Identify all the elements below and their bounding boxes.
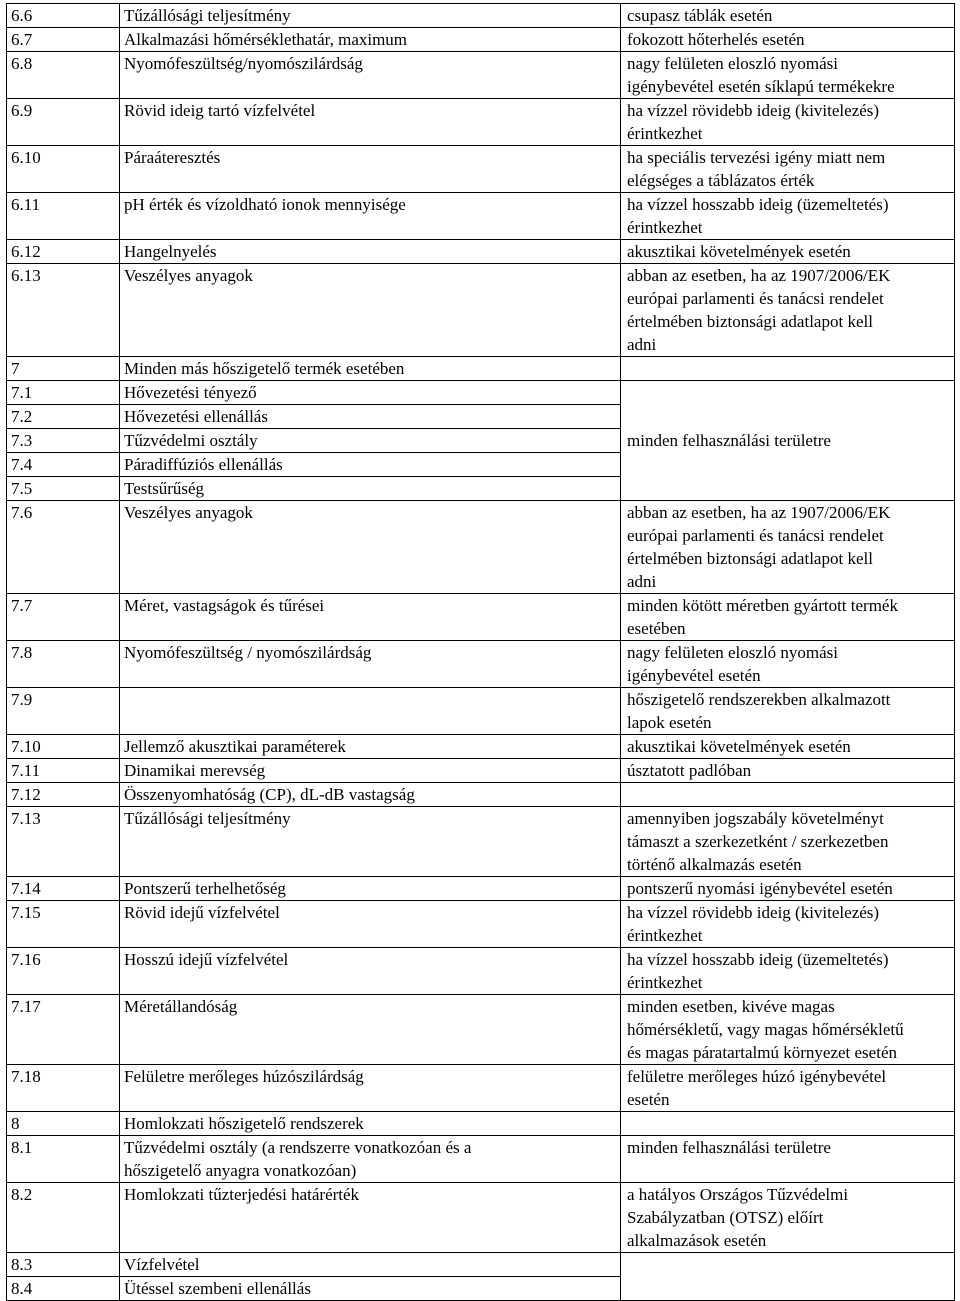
property-name-line: Alkalmazási hőmérséklethatár, maximum: [124, 30, 408, 49]
application-condition-line: nagy felületen eloszló nyomási: [627, 54, 839, 73]
table-row: [7, 1112, 955, 1136]
property-name: [120, 1065, 621, 1112]
application-condition-line: akusztikai követelmények esetén: [627, 242, 851, 261]
property-name: [120, 594, 621, 641]
application-condition-line: hőmérsékletű, vagy magas hőmérsékletű: [627, 1020, 904, 1039]
item-number: 7.9: [7, 688, 120, 735]
application-condition: [621, 501, 955, 594]
application-condition-line: alkalmazások esetén: [627, 1231, 767, 1250]
property-name-line: Dinamikai merevség: [124, 761, 266, 780]
property-name: [120, 240, 621, 264]
application-condition-line: úsztatott padlóban: [627, 761, 752, 780]
property-name: [120, 28, 621, 52]
application-condition: [621, 688, 955, 735]
application-condition-line: érintkezhet: [627, 926, 703, 945]
property-name: [120, 783, 621, 807]
property-name: [120, 146, 621, 193]
item-number: 7.5: [7, 477, 120, 501]
property-name: [120, 948, 621, 995]
property-name-line: Minden más hőszigetelő termék esetében: [124, 359, 405, 378]
application-condition-line: európai parlamenti és tanácsi rendelet: [627, 289, 884, 308]
application-condition-line: ha vízzel hosszabb ideig (üzemeltetés): [627, 950, 889, 969]
table-row: [7, 4, 955, 28]
application-condition-line: nagy felületen eloszló nyomási: [627, 643, 839, 662]
table-row: [7, 1183, 955, 1253]
property-name-line: Rövid ideig tartó vízfelvétel: [124, 101, 316, 120]
application-condition: [621, 1136, 955, 1183]
property-name-line: Nyomófeszültség / nyomószilárdság: [124, 643, 372, 662]
item-number: 7.16: [7, 948, 120, 995]
property-name-line: Hővezetési ellenállás: [124, 407, 268, 426]
application-condition: [621, 381, 955, 501]
property-name: [120, 264, 621, 357]
property-name-line: Tűzállósági teljesítmény: [124, 809, 291, 828]
property-name: [120, 405, 621, 429]
property-name: [120, 357, 621, 381]
table-row: [7, 240, 955, 264]
table-row: [7, 193, 955, 240]
application-condition-line: támaszt a szerkezetként / szerkezetben: [627, 832, 889, 851]
item-number: 7.14: [7, 877, 120, 901]
application-condition-line: minden felhasználási területre: [627, 431, 831, 450]
property-name: [120, 429, 621, 453]
item-number: 6.11: [7, 193, 120, 240]
table-row: [7, 1136, 955, 1183]
application-condition: [621, 783, 955, 807]
table-row: [7, 901, 955, 948]
application-condition-line: történő alkalmazás esetén: [627, 855, 802, 874]
item-number: 7.7: [7, 594, 120, 641]
application-condition-line: adni: [627, 572, 657, 591]
property-name: [120, 759, 621, 783]
item-number: 7.1: [7, 381, 120, 405]
property-name-line: Tűzállósági teljesítmény: [124, 6, 291, 25]
application-condition-line: ha vízzel hosszabb ideig (üzemeltetés): [627, 195, 889, 214]
application-condition-line: európai parlamenti és tanácsi rendelet: [627, 526, 884, 545]
table-row: [7, 99, 955, 146]
item-number: 8.3: [7, 1253, 120, 1277]
property-name: [120, 453, 621, 477]
property-name-line: Ütéssel szembeni ellenállás: [124, 1279, 311, 1298]
application-condition-line: értelmében biztonsági adatlapot kell: [627, 549, 873, 568]
application-condition-line: hőszigetelő rendszerekben alkalmazott: [627, 690, 891, 709]
application-condition: [621, 1253, 955, 1301]
item-number: 6.7: [7, 28, 120, 52]
table-row: [7, 688, 955, 735]
table-row: [7, 948, 955, 995]
requirements-table: [6, 3, 955, 1301]
item-number: 6.10: [7, 146, 120, 193]
application-condition-line: és magas páratartalmú környezet esetén: [627, 1043, 897, 1062]
requirements-table-body: [7, 4, 955, 1301]
application-condition-line: fokozott hőterhelés esetén: [627, 30, 805, 49]
item-number: 8.4: [7, 1277, 120, 1301]
property-name: [120, 877, 621, 901]
property-name: [120, 1183, 621, 1253]
application-condition: [621, 807, 955, 877]
item-number: 7.17: [7, 995, 120, 1065]
application-condition-line: Szabályzatban (OTSZ) előírt: [627, 1208, 824, 1227]
application-condition: [621, 594, 955, 641]
property-name-line: Méretállandóság: [124, 997, 238, 1016]
property-name: [120, 641, 621, 688]
item-number: 6.13: [7, 264, 120, 357]
property-name: [120, 1253, 621, 1277]
application-condition-line: adni: [627, 335, 657, 354]
application-condition: [621, 759, 955, 783]
property-name-line: hőszigetelő anyagra vonatkozóan): [124, 1161, 357, 1180]
property-name: [120, 735, 621, 759]
item-number: 7.13: [7, 807, 120, 877]
application-condition-line: amennyiben jogszabály követelményt: [627, 809, 884, 828]
property-name-line: Tűzvédelmi osztály (a rendszerre vonatkozóan és a: [124, 1138, 472, 1157]
property-name-line: Veszélyes anyagok: [124, 266, 253, 285]
property-name-line: Veszélyes anyagok: [124, 503, 253, 522]
item-number: 7.8: [7, 641, 120, 688]
property-name-line: pH érték és vízoldható ionok mennyisége: [124, 195, 406, 214]
application-condition: [621, 264, 955, 357]
application-condition: [621, 877, 955, 901]
table-row: [7, 807, 955, 877]
table-row: [7, 381, 955, 405]
item-number: 8: [7, 1112, 120, 1136]
item-number: 6.12: [7, 240, 120, 264]
application-condition-line: csupasz táblák esetén: [627, 6, 773, 25]
property-name-line: Felületre merőleges húzószilárdság: [124, 1067, 364, 1086]
application-condition-line: érintkezhet: [627, 124, 703, 143]
application-condition: [621, 52, 955, 99]
application-condition-line: érintkezhet: [627, 218, 703, 237]
property-name-line: Pontszerű terhelhetőség: [124, 879, 286, 898]
property-name: [120, 52, 621, 99]
application-condition-line: pontszerű nyomási igénybevétel esetén: [627, 879, 893, 898]
property-name: [120, 99, 621, 146]
table-row: [7, 52, 955, 99]
item-number: 7.2: [7, 405, 120, 429]
table-row: [7, 28, 955, 52]
table-row: [7, 641, 955, 688]
application-condition-line: igénybevétel esetén síklapú termékekre: [627, 77, 895, 96]
item-number: 6.6: [7, 4, 120, 28]
item-number: 7.10: [7, 735, 120, 759]
item-number: 8.1: [7, 1136, 120, 1183]
table-row: [7, 146, 955, 193]
application-condition: [621, 948, 955, 995]
application-condition-line: ha vízzel rövidebb ideig (kivitelezés): [627, 903, 880, 922]
item-number: 7: [7, 357, 120, 381]
item-number: 8.2: [7, 1183, 120, 1253]
application-condition: [621, 357, 955, 381]
property-name-line: Összenyomhatóság (CP), dL-dB vastagság: [124, 785, 415, 804]
property-name: [120, 1112, 621, 1136]
application-condition: [621, 28, 955, 52]
table-row: [7, 783, 955, 807]
application-condition-line: elégséges a táblázatos érték: [627, 171, 815, 190]
table-row: [7, 264, 955, 357]
application-condition-line: érintkezhet: [627, 973, 703, 992]
application-condition-line: lapok esetén: [627, 713, 712, 732]
property-name-line: Nyomófeszültség/nyomószilárdság: [124, 54, 363, 73]
property-name: [120, 1277, 621, 1301]
property-name-line: Páradiffúziós ellenállás: [124, 455, 283, 474]
property-name-line: Rövid idejű vízfelvétel: [124, 903, 280, 922]
item-number: 7.18: [7, 1065, 120, 1112]
item-number: 7.3: [7, 429, 120, 453]
application-condition-line: esetében: [627, 619, 686, 638]
table-row: [7, 735, 955, 759]
property-name: [120, 193, 621, 240]
property-name: [120, 477, 621, 501]
application-condition-line: igénybevétel esetén: [627, 666, 761, 685]
application-condition: [621, 1065, 955, 1112]
application-condition-line: a hatályos Országos Tűzvédelmi: [627, 1185, 849, 1204]
table-row: [7, 759, 955, 783]
property-name: [120, 807, 621, 877]
property-name-line: Jellemző akusztikai paraméterek: [124, 737, 346, 756]
table-row: [7, 1065, 955, 1112]
property-name-line: Hosszú idejű vízfelvétel: [124, 950, 289, 969]
property-name-line: Homlokzati hőszigetelő rendszerek: [124, 1114, 364, 1133]
application-condition: [621, 240, 955, 264]
application-condition-line: ha vízzel rövidebb ideig (kivitelezés): [627, 101, 880, 120]
application-condition-line: abban az esetben, ha az 1907/2006/EK: [627, 503, 891, 522]
application-condition: [621, 641, 955, 688]
property-name: [120, 381, 621, 405]
item-number: 7.15: [7, 901, 120, 948]
property-name-line: Homlokzati tűzterjedési határérték: [124, 1185, 360, 1204]
application-condition: [621, 1112, 955, 1136]
table-row: [7, 1253, 955, 1277]
property-name: [120, 4, 621, 28]
property-name: [120, 995, 621, 1065]
application-condition: [621, 995, 955, 1065]
application-condition-line: abban az esetben, ha az 1907/2006/EK: [627, 266, 891, 285]
table-row: [7, 357, 955, 381]
application-condition: [621, 4, 955, 28]
application-condition: [621, 146, 955, 193]
property-name-line: Tűzvédelmi osztály: [124, 431, 258, 450]
application-condition-line: minden esetben, kivéve magas: [627, 997, 835, 1016]
table-row: [7, 594, 955, 641]
property-name: [120, 688, 621, 735]
application-condition-line: minden felhasználási területre: [627, 1138, 831, 1157]
property-name: [120, 1136, 621, 1183]
property-name-line: Hővezetési tényező: [124, 383, 257, 402]
item-number: 7.6: [7, 501, 120, 594]
table-row: [7, 995, 955, 1065]
item-number: 7.11: [7, 759, 120, 783]
property-name-line: Vízfelvétel: [124, 1255, 200, 1274]
application-condition-line: ha speciális tervezési igény miatt nem: [627, 148, 886, 167]
application-condition: [621, 193, 955, 240]
application-condition-line: felületre merőleges húzó igénybevétel: [627, 1067, 887, 1086]
table-row: [7, 877, 955, 901]
item-number: 6.8: [7, 52, 120, 99]
item-number: 6.9: [7, 99, 120, 146]
item-number: 7.4: [7, 453, 120, 477]
application-condition-line: értelmében biztonsági adatlapot kell: [627, 312, 873, 331]
application-condition-line: esetén: [627, 1090, 670, 1109]
application-condition: [621, 735, 955, 759]
property-name: [120, 901, 621, 948]
property-name-line: Páraáteresztés: [124, 148, 221, 167]
application-condition-line: minden kötött méretben gyártott termék: [627, 596, 898, 615]
item-number: 7.12: [7, 783, 120, 807]
property-name: [120, 501, 621, 594]
application-condition: [621, 99, 955, 146]
application-condition-line: akusztikai követelmények esetén: [627, 737, 851, 756]
application-condition: [621, 901, 955, 948]
application-condition: [621, 1183, 955, 1253]
property-name-line: Méret, vastagságok és tűrései: [124, 596, 325, 615]
property-name-line: Hangelnyelés: [124, 242, 217, 261]
property-name-line: Testsűrűség: [124, 479, 205, 498]
table-row: [7, 501, 955, 594]
